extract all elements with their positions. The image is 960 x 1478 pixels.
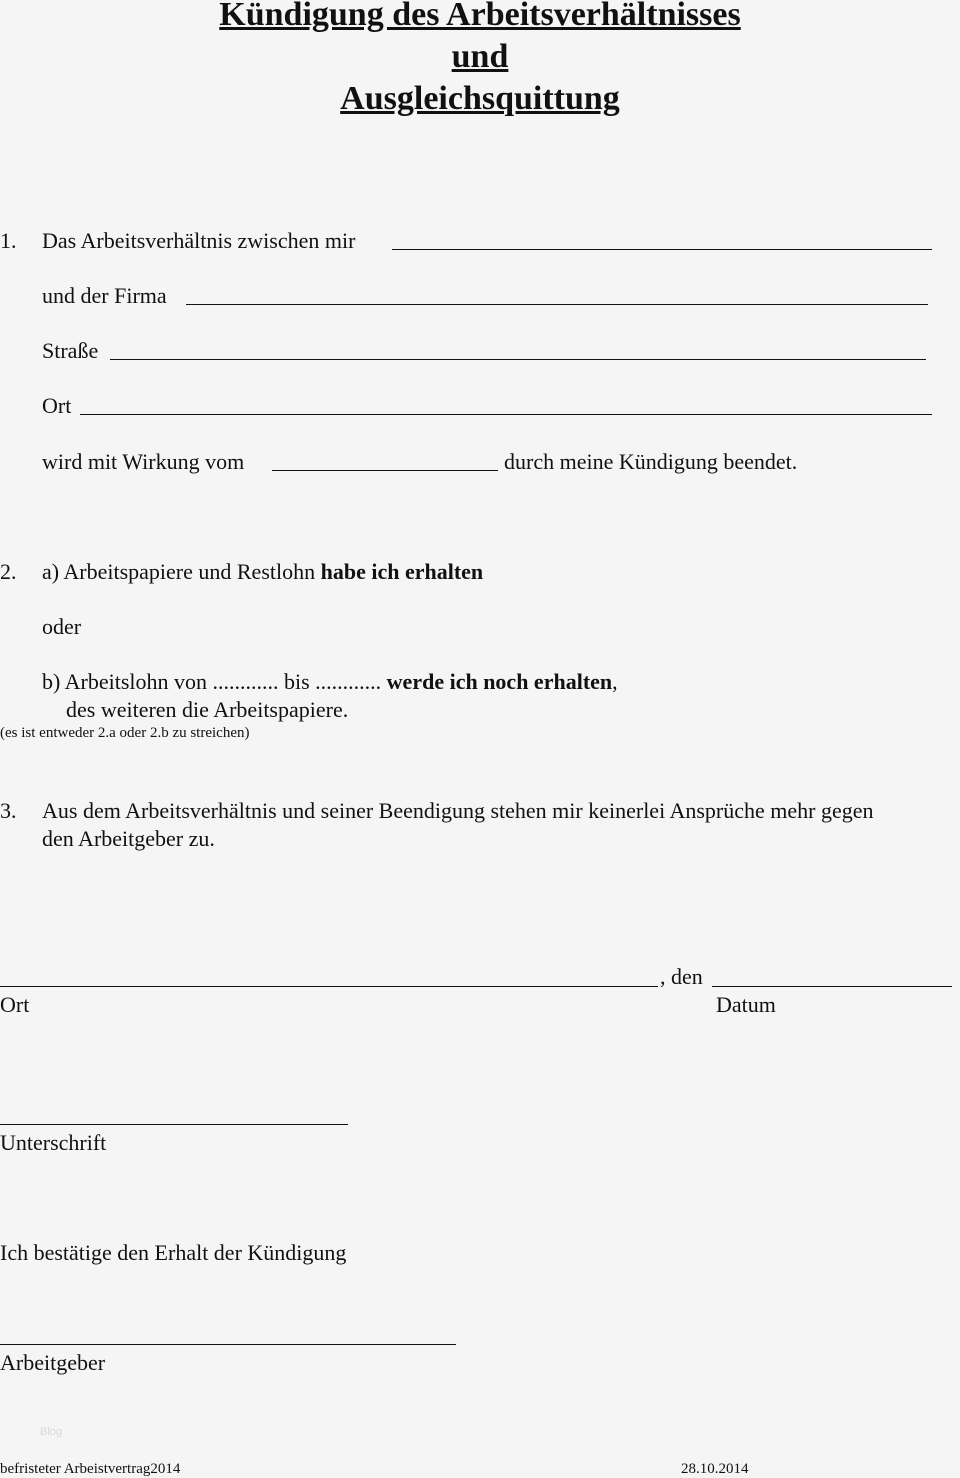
- section3-number: 3.: [0, 798, 17, 823]
- option-b-line2: des weiteren die Arbeitspapiere.: [66, 697, 349, 722]
- document-title-line2: und: [451, 38, 509, 75]
- city-label: Ort: [42, 393, 72, 418]
- footer-date: 28.10.2014: [681, 1461, 749, 1477]
- section3-line2: den Arbeitgeber zu.: [42, 826, 215, 851]
- effective-date-field-line[interactable]: [272, 470, 498, 471]
- signature-caption: Unterschrift: [0, 1130, 107, 1155]
- place-caption: Ort: [0, 992, 30, 1017]
- strike-note: (es ist entweder 2.a oder 2.b zu streichen): [0, 725, 250, 741]
- document-title-line1: Kündigung des Arbeitsverhältnisses: [219, 0, 741, 33]
- employer-caption: Arbeitgeber: [0, 1350, 106, 1375]
- option-b-bold: werde ich noch erhalten: [386, 669, 613, 694]
- document-title-line3: Ausgleichsquittung: [340, 80, 620, 117]
- company-field-line[interactable]: [186, 304, 928, 305]
- or-label: oder: [42, 614, 82, 639]
- street-label: Straße: [42, 338, 99, 363]
- footer-left: befristeter Arbeistvertrag2014: [0, 1461, 181, 1477]
- effective-date-prefix: wird mit Wirkung vom: [42, 449, 245, 474]
- place-field-line[interactable]: [0, 986, 658, 987]
- section3-line1: Aus dem Arbeitsverhältnis und seiner Beendigung stehen mir keinerlei Ansprüche mehr gegen: [42, 798, 874, 823]
- option-b-comma: ,: [612, 669, 618, 694]
- employment-between-label: Das Arbeitsverhältnis zwischen mir: [42, 228, 356, 253]
- option-b-text: [42, 669, 618, 695]
- employee-name-field-line[interactable]: [392, 249, 932, 250]
- receipt-confirmation: Ich bestätige den Erhalt der Kündigung: [0, 1240, 347, 1265]
- signature-field-line[interactable]: [0, 1124, 348, 1125]
- effective-date-suffix: durch meine Kündigung beendet.: [504, 449, 798, 474]
- date-caption: Datum: [716, 992, 776, 1017]
- watermark: Blog: [40, 1426, 63, 1438]
- section1-number: 1.: [0, 228, 17, 253]
- date-field-line[interactable]: [712, 986, 952, 987]
- section2-number: 2.: [0, 559, 17, 584]
- employer-signature-line[interactable]: [0, 1344, 456, 1345]
- option-a-text: [42, 559, 483, 585]
- street-field-line[interactable]: [110, 359, 926, 360]
- option-b-label: b) Arbeitslohn von ............ bis ............: [42, 669, 382, 694]
- city-field-line[interactable]: [80, 414, 932, 415]
- option-a-label: a) Arbeitspapiere und Restlohn: [42, 559, 316, 584]
- company-label: und der Firma: [42, 283, 167, 308]
- option-a-bold: habe ich erhalten: [320, 559, 484, 584]
- den-label: , den: [660, 964, 703, 989]
